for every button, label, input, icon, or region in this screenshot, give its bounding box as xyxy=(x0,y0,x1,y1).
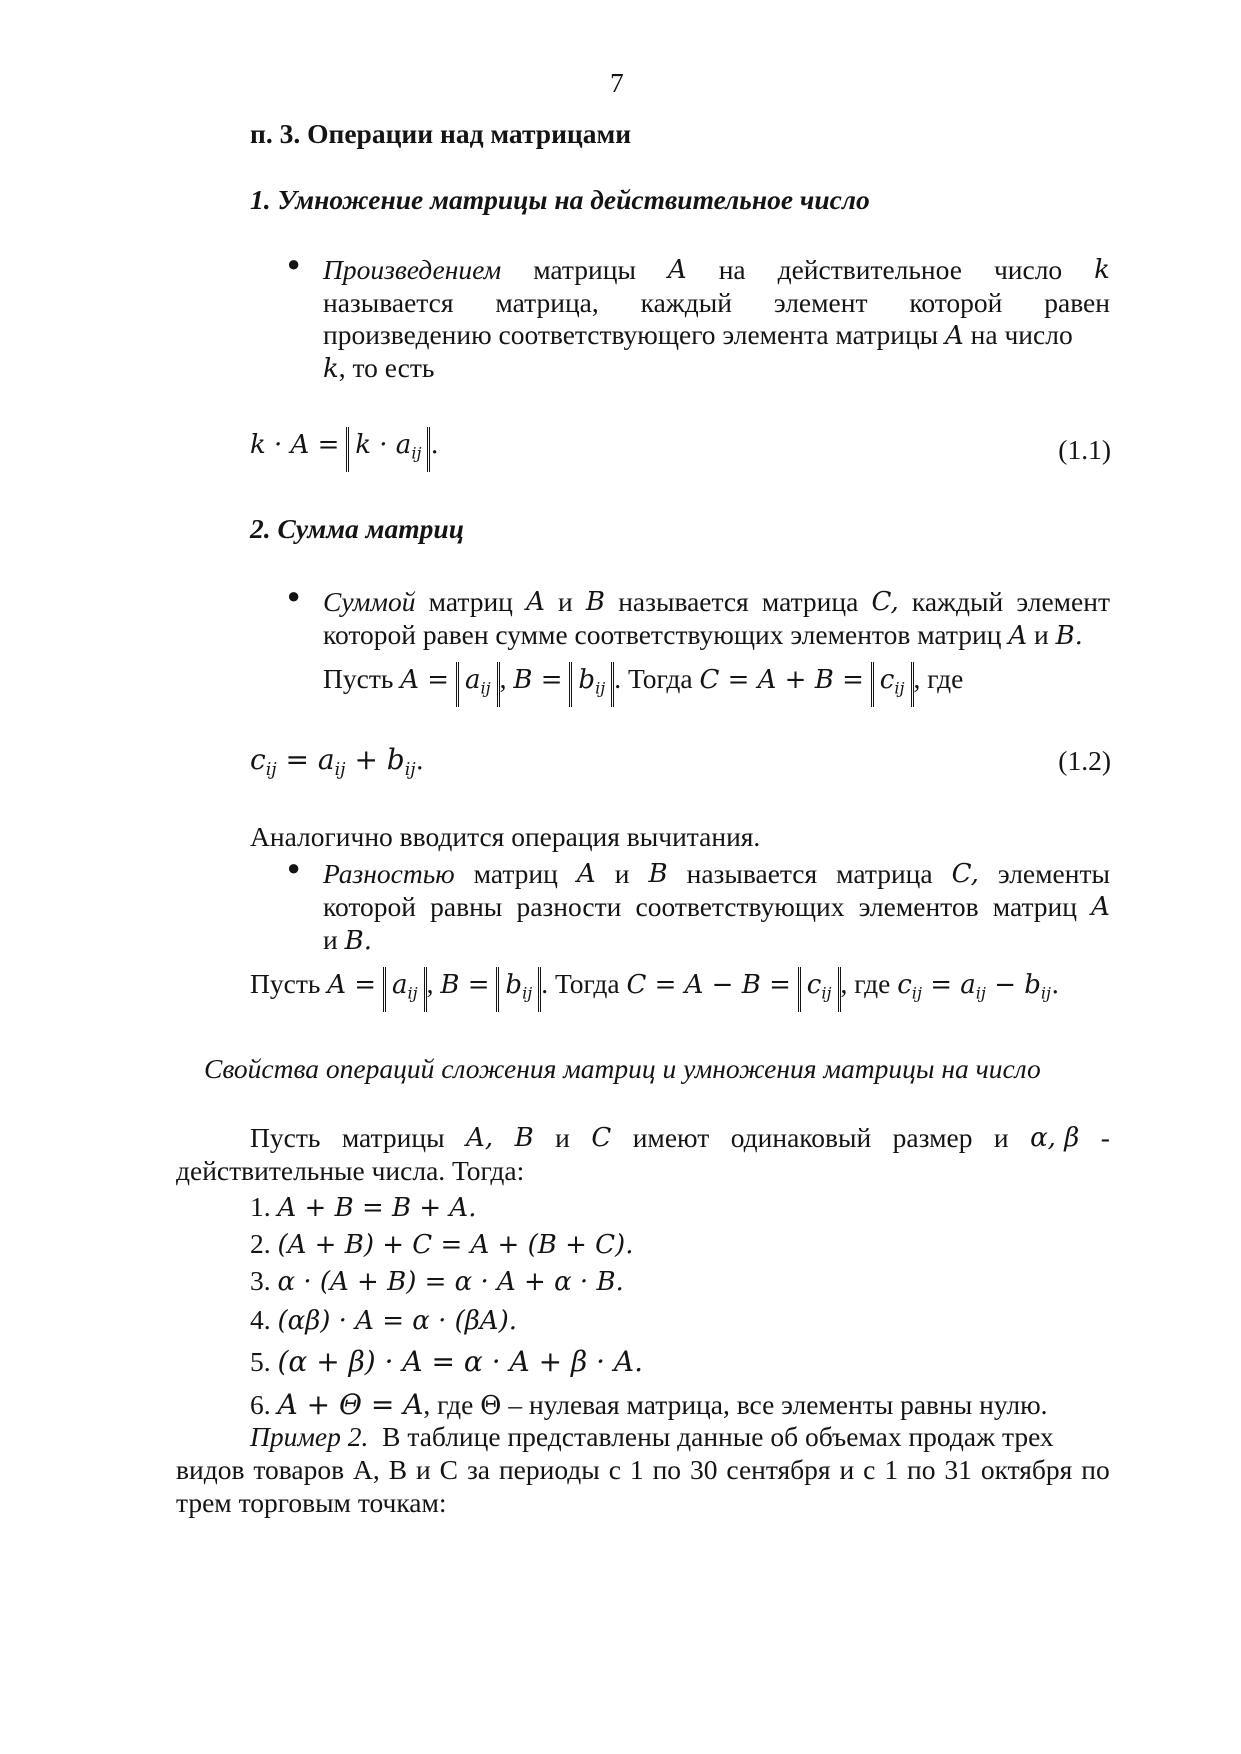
equation-number-1-2: (1.2) xyxy=(1058,745,1111,776)
property-item: 2. (A + B) + C = A + (B + C). xyxy=(250,1228,634,1260)
equation-1-1: $k \cdot A = k \cdot a_{ij}$ . xyxy=(250,427,439,472)
bullet-marker: ● xyxy=(287,855,301,880)
subsection-title-multiplication: 1. Умножение матрицы на действительное число xyxy=(250,184,870,215)
definition-difference-line-1: Разностью матриц A и B называется матрица C, элементы xyxy=(323,858,1110,889)
equation-1-2: $c_{ij} = a_{ij} + b_{ij}$. xyxy=(250,743,424,781)
example-line-2: видов товаров А, В и С за периоды с 1 по 30 сентября и с 1 по 31 октября по xyxy=(176,1454,1110,1485)
property-item: 6. A + Θ = A, где Θ – нулевая матрица, все элементы равны нулю. xyxy=(250,1388,1048,1421)
matrix-norm-c: $c_{ij}$ xyxy=(798,967,841,1012)
definition-product-line-3: произведению соответствующего элемента матрицы A на число xyxy=(323,319,1073,351)
definition-product-line-4: k, то есть xyxy=(323,352,435,384)
matrix-norm-b: $b_{ij}$ xyxy=(569,662,614,707)
definition-difference-line-3: и B. xyxy=(323,924,372,956)
matrix-norm-brackets: $k \cdot a_{ij}$ xyxy=(346,427,430,472)
definition-product-line-2: называется матрица, каждый элемент которой равен xyxy=(323,287,1110,318)
property-item: 5. (α + β) · A = α · A + β · A. xyxy=(250,1345,643,1378)
subsection-title-sum: 2. Сумма матриц xyxy=(250,513,464,544)
property-item: 1. A + B = B + A. xyxy=(250,1191,477,1223)
subtraction-intro: Аналогично вводится операция вычитания. xyxy=(250,821,761,852)
equation-number-1-1: (1.1) xyxy=(1058,434,1111,465)
definition-sum-let-line: Пусть $A = a_{ij}$ , $B = b_{ij}$ . Тогда $C = A + B = c_{ij}$ , где xyxy=(323,662,963,707)
property-item: 4. (αβ) · A = α · (βA). xyxy=(250,1304,517,1336)
difference-let-line: Пусть $A = a_{ij}$ , $B = b_{ij}$ . Тогда $C = A - B = c_{ij}$ , где $c_{ij} = a_{ij} - b_{ij}$. xyxy=(250,967,1059,1012)
properties-title: Свойства операций сложения матриц и умножения матрицы на число xyxy=(204,1053,1041,1084)
property-item: 3. α · (A + B) = α · A + α · B. xyxy=(250,1265,624,1297)
page-number: 7 xyxy=(610,67,624,98)
definition-difference-line-2: которой равны разности соответствующих элементов матриц A xyxy=(323,891,1110,922)
matrix-norm-a: $a_{ij}$ xyxy=(456,662,500,707)
definition-product-line-1: Произведением матрицы A на действительное число k xyxy=(323,254,1110,285)
properties-intro-line-2: действительные числа. Тогда: xyxy=(176,1155,525,1186)
properties-intro-line-1: Пусть матрицы A, B и C имеют одинаковый размер и α, β - xyxy=(250,1122,1110,1153)
definition-sum-line-2: которой равен сумме соответствующих элементов матриц A и B. xyxy=(323,619,1083,651)
bullet-marker: ● xyxy=(287,251,301,276)
bullet-marker: ● xyxy=(287,583,301,608)
matrix-norm-b: $b_{ij}$ xyxy=(496,967,541,1012)
example-line-3: трем торговым точкам: xyxy=(176,1487,447,1518)
definition-sum-line-1: Суммой матриц A и B называется матрица C, каждый элемент xyxy=(323,586,1110,617)
matrix-norm-a: $a_{ij}$ xyxy=(383,967,427,1012)
example-line-1: Пример 2. В таблице представлены данные об объемах продаж трех xyxy=(250,1421,1054,1452)
section-title: п. 3. Операции над матрицами xyxy=(250,118,632,149)
matrix-norm-c: $c_{ij}$ xyxy=(871,662,914,707)
